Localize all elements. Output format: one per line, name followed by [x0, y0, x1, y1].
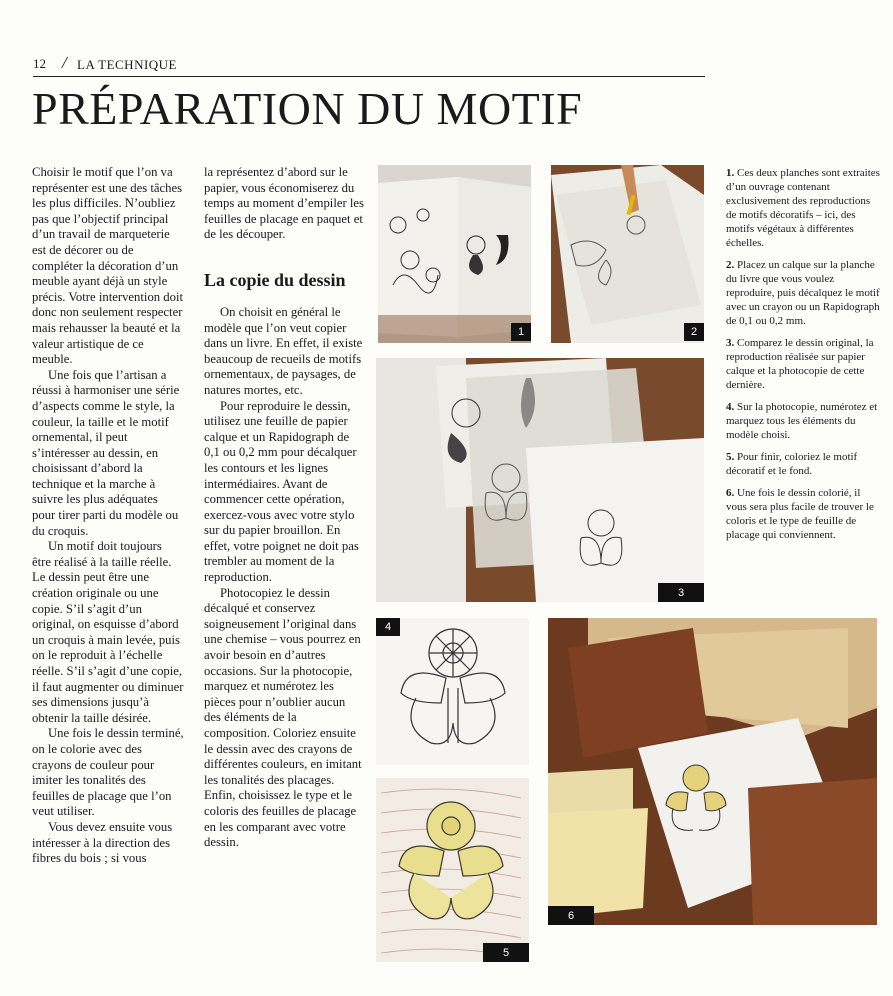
running-header — [33, 54, 705, 77]
caption-1: 1. Ces deux planches sont extraites d’un ouvrage contenant exclusivement des reproductions de motifs décoratifs – ici, des motifs végétaux à différentes échelles. — [726, 167, 880, 249]
paragraph: Pour reproduire le dessin, utilisez une feuille de papier calque et un Rapidograph de 0,1 ou 0,2 mm pour décalquer les contours et les lignes intermédiaires. Avant de commencer cette opération, exercez-vous avec votre stylo sur du papier brouillon. En effet, votre poignet ne doit pas trembler au moment de la reproduction. — [204, 398, 359, 585]
paragraph: Une fois le dessin terminé, on le colorie avec des crayons de couleur pour imiter les tonalités des feuilles de placage que l’on veut utiliser. — [32, 726, 184, 819]
page-title: PRÉPARATION DU MOTIF — [32, 83, 583, 134]
captions-column — [726, 166, 881, 550]
paragraph: Choisir le motif que l’on va représenter est une des tâches les plus difficiles. N’oubliez pas que l’objectif principal d’un travail de marqueterie est de décorer ou de compléter la décoration d’un meuble ayant déjà un style précis. Votre intervention doit donc non seulement respecter mais rehausser la beauté et la valeur artistique de ce meuble. — [32, 165, 184, 367]
photo-4-label: 4 — [376, 618, 400, 636]
photo-3-label: 3 — [658, 583, 704, 602]
section-title: LA TECHNIQUE — [77, 57, 178, 72]
caption-3: 3. Comparez le dessin original, la reproduction réalisée sur papier calque et la photocopie de cette dernière. — [726, 337, 874, 391]
paragraph: Photocopiez le dessin décalqué et conservez soigneusement l’original dans une chemise – vous pourrez en avoir besoin en d’autres occasions. Sur la photocopie, marquez et numérotez les pièces pour n’oublier aucun des éléments de la composition. Coloriez ensuite le dessin avec des crayons de différentes couleurs, en imitant les tonalités des placages. Enfin, choisissez le type et le coloris des feuilles de placage en les comparant avec votre dessin. — [204, 585, 362, 850]
paragraph: Une fois que l’artisan a réussi à harmoniser une série d’aspects comme le style, la couleur, la taille et le motif ornemental, il peut s’intéresser au dessin, en choisissant d’abord la technique et la marche à suivre les plus adéquates pour tirer parti du modèle ou du croquis. — [32, 367, 180, 538]
photo-2-label: 2 — [684, 323, 704, 341]
caption-4: 4. Sur la photocopie, numérotez et marquez tous les éléments du modèle choisi. — [726, 401, 878, 441]
section-heading: La copie du dessin — [204, 269, 346, 290]
page-number: 12 — [33, 56, 46, 71]
paragraph: Vous devez ensuite vous intéresser à la direction des fibres du bois ; si vous — [32, 819, 173, 866]
photo-5-colored-drawing — [376, 778, 529, 962]
text-column-1 — [32, 165, 184, 867]
photo-4-numbered-copy — [376, 618, 529, 765]
text-column-2 — [204, 165, 364, 851]
photo-2-tracing — [551, 165, 704, 343]
photo-6-veneers — [548, 618, 877, 925]
photo-5-label: 5 — [483, 943, 529, 962]
caption-5: 5. Pour finir, coloriez le motif décoratif et le fond. — [726, 451, 858, 477]
caption-2: 2. Placez un calque sur la planche du livre que vous voulez reproduire, puis décalquez le motif avec un crayon ou un Rapidograph de 0,1 ou 0,2 mm. — [726, 259, 880, 327]
photo-3-comparison — [376, 358, 704, 602]
caption-6: 6. Une fois le dessin colorié, il vous sera plus facile de trouver le coloris et le type de feuille de placage qui conviennent. — [726, 487, 874, 541]
header-slash: / — [62, 53, 67, 72]
paragraph: la représentez d’abord sur le papier, vous économiserez du temps au moment d’empiler les feuilles de placage en paquet et de les découper. — [204, 165, 364, 242]
paragraph: On choisit en général le modèle que l’on veut copier dans un livre. En effet, il existe beaucoup de recueils de motifs ornementaux, de paysages, de natures mortes, etc. — [204, 304, 363, 397]
paragraph: Un motif doit toujours être réalisé à la taille réelle. Le dessin peut être une création originale ou une copie. S’il s’agit d’un original, on esquisse d’abord un croquis à main levée, puis on le reproduit à l’échelle réelle. S’il s’agit d’une copie, il faut augmenter ou diminuer ses dimensions jusqu’à obtenir la taille désirée. — [32, 539, 184, 725]
photo-6-label: 6 — [548, 906, 594, 925]
photo-1-label: 1 — [511, 323, 531, 341]
photo-1-book — [378, 165, 531, 343]
